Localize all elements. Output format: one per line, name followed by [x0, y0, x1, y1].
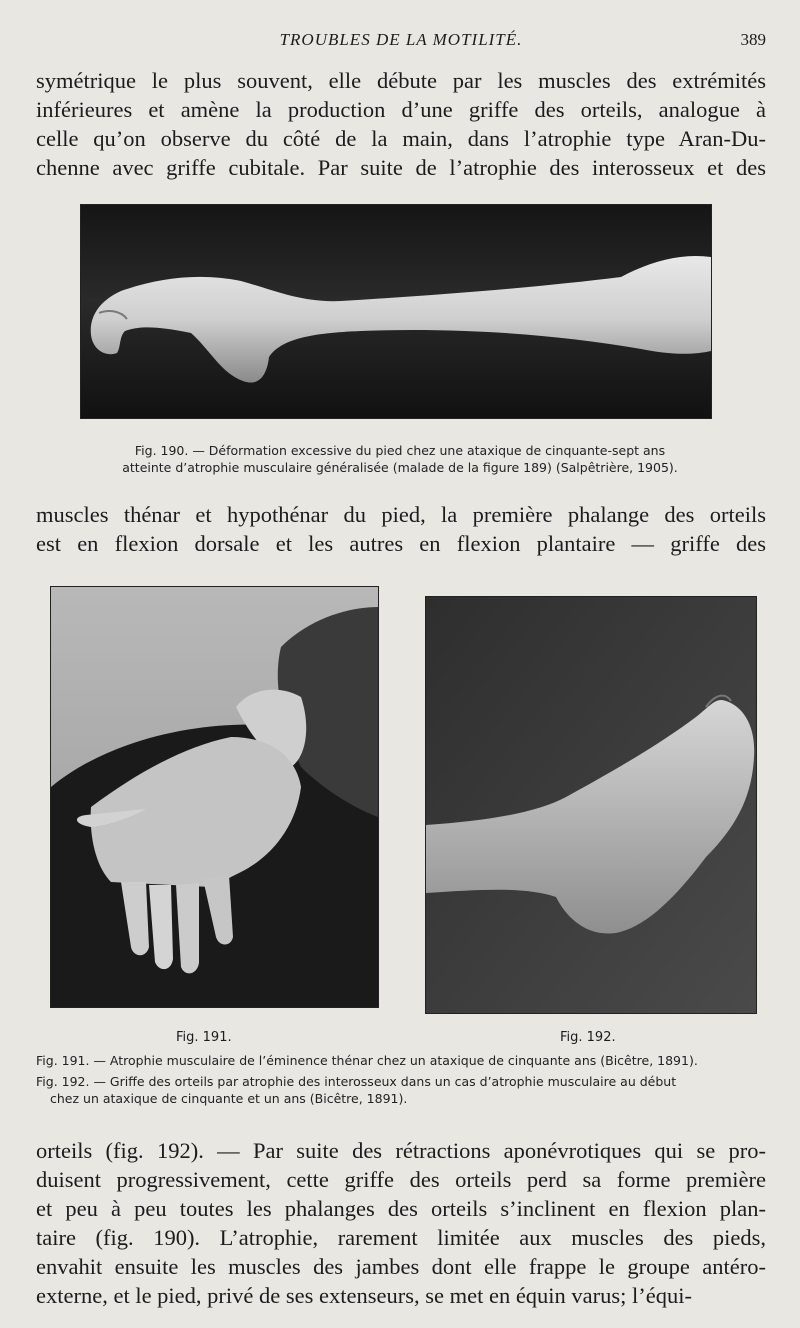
figure-190-caption — [80, 442, 720, 476]
figure-192-caption-line: chez un ataxique de cinquante et un ans (Bicêtre, 1891). — [50, 1091, 408, 1106]
text-line: chenne avec griffe cubitale. Par suite de l’atrophie des interosseux et des — [36, 155, 766, 180]
page-header — [36, 30, 766, 54]
figure-192-photo — [425, 596, 757, 1014]
text-line: et peu à peu toutes les phalanges des orteils s’inclinent en flexion plan- — [36, 1196, 766, 1221]
figure-192-label: Fig. 192. — [560, 1030, 616, 1045]
figure-captions-191-192 — [36, 1052, 771, 1107]
figure-192-caption-line: Fig. 192. — Griffe des orteils par atrophie des interosseux dans un cas d’atrophie musculaire au début — [36, 1074, 677, 1089]
figure-191-caption: Fig. 191. — Atrophie musculaire de l’éminence thénar chez un ataxique de cinquante ans (Bicêtre, 1891). — [36, 1053, 698, 1068]
text-line: envahit ensuite les muscles des jambes dont elle frappe le groupe antéro- — [36, 1254, 766, 1279]
text-line: duisent progressivement, cette griffe des orteils perd sa forme première — [36, 1167, 766, 1192]
figure-190-photo — [80, 204, 712, 419]
text-line: muscles thénar et hypothénar du pied, la première phalange des orteils — [36, 502, 766, 527]
text-line: orteils (fig. 192). — Par suite des rétractions aponévrotiques qui se pro- — [36, 1138, 766, 1163]
text-line: celle qu’on observe du côté de la main, dans l’atrophie type Aran-Du- — [36, 126, 766, 151]
caption-line: Fig. 190. — Déformation excessive du pied chez une ataxique de cinquante-sept ans — [134, 443, 666, 458]
text-line: taire (fig. 190). L’atrophie, rarement limitée aux muscles des pieds, — [36, 1225, 766, 1250]
text-line: inférieures et amène la production d’une griffe des orteils, analogue à — [36, 97, 766, 122]
paragraph-bottom — [36, 1136, 766, 1310]
text-line: externe, et le pied, privé de ses extenseurs, se met en équin varus; l’équi- — [36, 1283, 693, 1308]
paragraph-middle — [36, 500, 766, 558]
figure-191-photo — [50, 586, 379, 1008]
caption-line: atteinte d’atrophie musculaire généralisée (malade de la figure 189) (Salpêtrière, 1905). — [122, 460, 678, 475]
figure-191-label: Fig. 191. — [176, 1030, 232, 1045]
running-title: TROUBLES DE LA MOTILITÉ. — [279, 30, 523, 49]
page-number: 389 — [740, 30, 766, 49]
text-line: symétrique le plus souvent, elle débute par les muscles des extrémités — [36, 68, 766, 93]
text-line: est en flexion dorsale et les autres en flexion plantaire — griffe des — [36, 531, 766, 556]
paragraph-top — [36, 66, 766, 182]
